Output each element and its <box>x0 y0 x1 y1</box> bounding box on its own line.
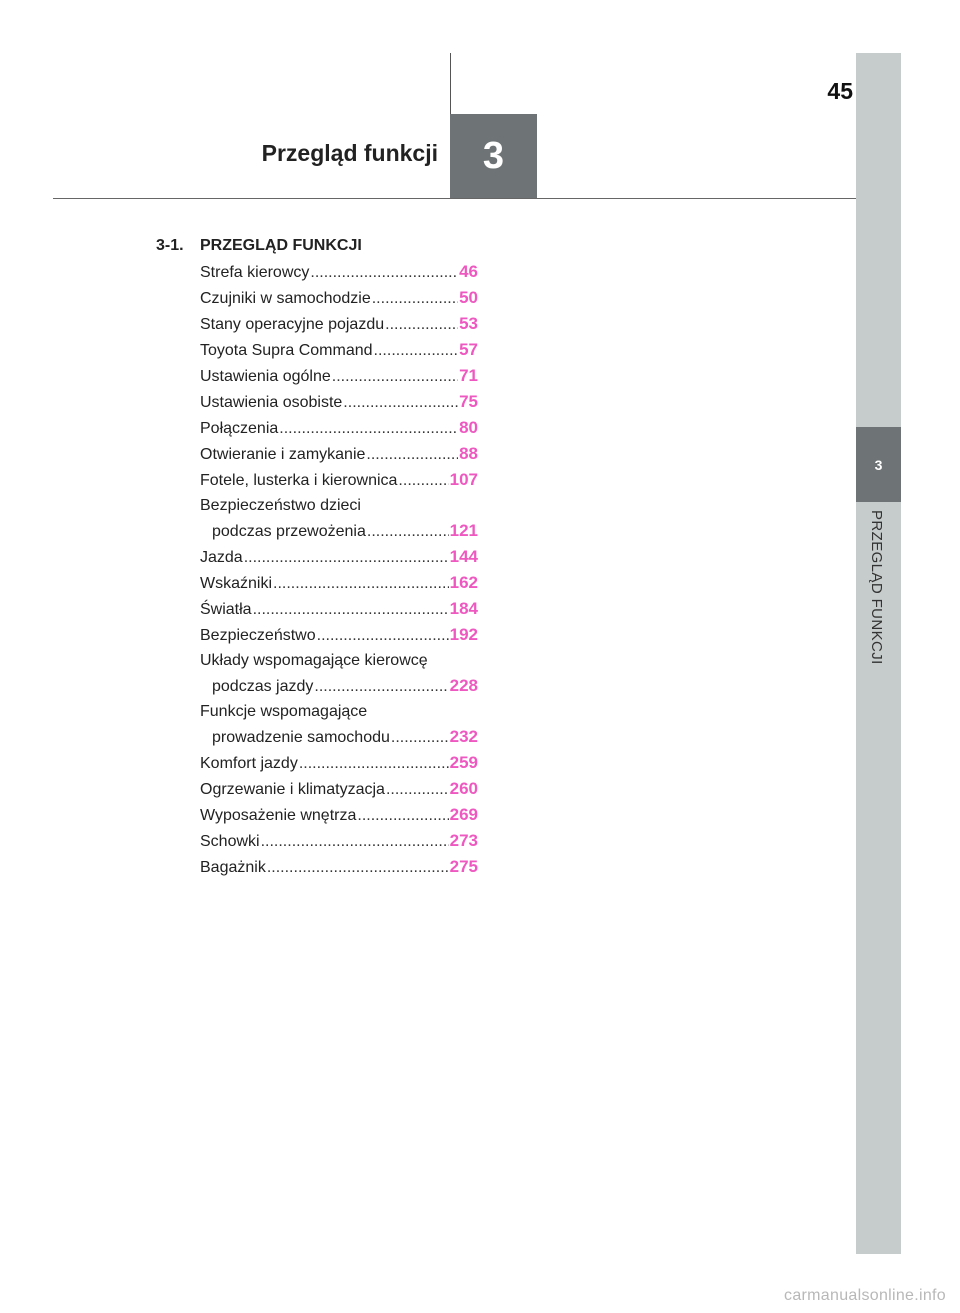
toc-entry-label: Toyota Supra Command <box>200 342 373 359</box>
toc-leader-dots <box>374 338 459 363</box>
toc-leader-dots <box>386 777 449 802</box>
toc-page-link[interactable]: 121 <box>449 521 478 540</box>
toc-entry-label: Wyposażenie wnętrza <box>200 807 357 824</box>
toc-leader-dots <box>372 286 458 311</box>
toc-page-link[interactable]: 192 <box>449 625 478 644</box>
side-chapter-tab[interactable]: 3 <box>856 427 901 502</box>
toc-entry[interactable] <box>200 311 478 337</box>
toc-page-link[interactable]: 259 <box>449 753 478 772</box>
toc-entry-label: Fotele, lusterka i kierownica <box>200 472 398 489</box>
toc-page-link[interactable]: 269 <box>449 805 478 824</box>
page-number: 45 <box>827 78 853 104</box>
toc-entry-label: Ustawienia ogólne <box>200 368 331 385</box>
toc-entry[interactable] <box>200 699 478 750</box>
page-title: Przegląd funkcji <box>261 140 438 166</box>
toc-entry-label: Ogrzewanie i klimatyzacja <box>200 781 385 798</box>
toc-leader-dots <box>391 725 449 750</box>
toc-page-link[interactable]: 88 <box>459 444 478 463</box>
toc-leader-dots <box>244 545 449 570</box>
toc-entry-label: Połączenia <box>200 420 279 437</box>
toc-page-link[interactable]: 184 <box>449 599 478 618</box>
toc-entry[interactable] <box>200 259 478 285</box>
toc-entry[interactable] <box>200 570 478 596</box>
toc-entry[interactable] <box>200 622 478 648</box>
toc-page-link[interactable]: 80 <box>459 418 478 437</box>
toc-page-link[interactable]: 144 <box>449 547 478 566</box>
toc-entry-label: Bagażnik <box>200 859 266 876</box>
toc-page-link[interactable]: 260 <box>449 779 478 798</box>
toc-entry-list <box>156 259 478 880</box>
toc-leader-dots <box>314 674 448 699</box>
toc-leader-dots <box>279 416 458 441</box>
toc-section-heading <box>156 233 478 259</box>
toc-entry-label-first-line: Układy wspomagające kierowcę <box>200 652 428 669</box>
toc-leader-dots <box>261 829 449 854</box>
toc-leader-dots <box>299 751 449 776</box>
toc-leader-dots <box>367 519 449 544</box>
toc-entry-label: Stany operacyjne pojazdu <box>200 316 385 333</box>
toc-entry[interactable] <box>200 776 478 802</box>
toc-entry-label-first-line: Bezpieczeństwo dzieci <box>200 497 361 514</box>
toc-entry[interactable] <box>200 648 478 699</box>
header-divider-horizontal <box>53 198 856 199</box>
toc-entry-label-first-line: Funkcje wspomagające <box>200 703 368 720</box>
toc-section-title: PRZEGLĄD FUNKCJI <box>200 237 362 254</box>
toc-entry-label: Czujniki w samochodzie <box>200 290 371 307</box>
toc-section-number: 3-1. <box>156 237 184 254</box>
toc-page-link[interactable]: 75 <box>459 392 478 411</box>
toc-entry-label: prowadzenie samochodu <box>212 729 390 746</box>
toc-page-link[interactable]: 162 <box>449 573 478 592</box>
toc-entry[interactable] <box>200 750 478 776</box>
toc-leader-dots <box>253 597 449 622</box>
toc-entry-label: podczas przewożenia <box>212 523 366 540</box>
toc-leader-dots <box>267 855 449 880</box>
header-divider-vertical <box>450 53 451 115</box>
toc-leader-dots <box>398 468 448 493</box>
toc-entry-label: Ustawienia osobiste <box>200 394 343 411</box>
toc-leader-dots <box>385 312 458 337</box>
side-chapter-label: PRZEGLĄD FUNKCJI <box>868 510 885 665</box>
toc-entry[interactable] <box>200 441 478 467</box>
toc-leader-dots <box>332 364 458 389</box>
toc-entry[interactable] <box>200 285 478 311</box>
chapter-number-box: 3 <box>450 114 537 199</box>
toc-entry-label: Światła <box>200 601 252 618</box>
toc-entry-label: Wskaźniki <box>200 575 273 592</box>
toc-page-link[interactable]: 53 <box>459 314 478 333</box>
toc-entry[interactable] <box>200 493 478 544</box>
toc-page-link[interactable]: 275 <box>449 857 478 876</box>
table-of-contents <box>156 233 478 880</box>
toc-entry[interactable] <box>200 415 478 441</box>
toc-leader-dots <box>366 442 458 467</box>
toc-entry[interactable] <box>200 596 478 622</box>
toc-page-link[interactable]: 57 <box>459 340 478 359</box>
toc-entry[interactable] <box>200 544 478 570</box>
toc-entry[interactable] <box>200 467 478 493</box>
toc-leader-dots <box>343 390 458 415</box>
toc-entry-label: Komfort jazdy <box>200 755 298 772</box>
toc-entry-label: Otwieranie i zamykanie <box>200 446 366 463</box>
toc-page-link[interactable]: 46 <box>459 262 478 281</box>
toc-leader-dots <box>357 803 448 828</box>
toc-entry-label: Bezpieczeństwo <box>200 627 316 644</box>
toc-page-link[interactable]: 50 <box>459 288 478 307</box>
toc-entry-label: podczas jazdy <box>212 678 314 695</box>
toc-leader-dots <box>317 623 449 648</box>
toc-entry[interactable] <box>200 802 478 828</box>
toc-page-link[interactable]: 273 <box>449 831 478 850</box>
toc-page-link[interactable]: 107 <box>449 470 478 489</box>
toc-entry[interactable] <box>200 337 478 363</box>
toc-entry-label: Strefa kierowcy <box>200 264 310 281</box>
toc-entry-label: Schowki <box>200 833 260 850</box>
toc-entry[interactable] <box>200 363 478 389</box>
toc-page-link[interactable]: 228 <box>449 676 478 695</box>
toc-entry[interactable] <box>200 828 478 854</box>
toc-entry[interactable] <box>200 854 478 880</box>
toc-entry-label: Jazda <box>200 549 243 566</box>
toc-page-link[interactable]: 71 <box>459 366 478 385</box>
toc-page-link[interactable]: 232 <box>449 727 478 746</box>
toc-entry[interactable] <box>200 389 478 415</box>
watermark: carmanualsonline.info <box>784 1287 946 1304</box>
toc-leader-dots <box>273 571 449 596</box>
toc-leader-dots <box>310 260 458 285</box>
